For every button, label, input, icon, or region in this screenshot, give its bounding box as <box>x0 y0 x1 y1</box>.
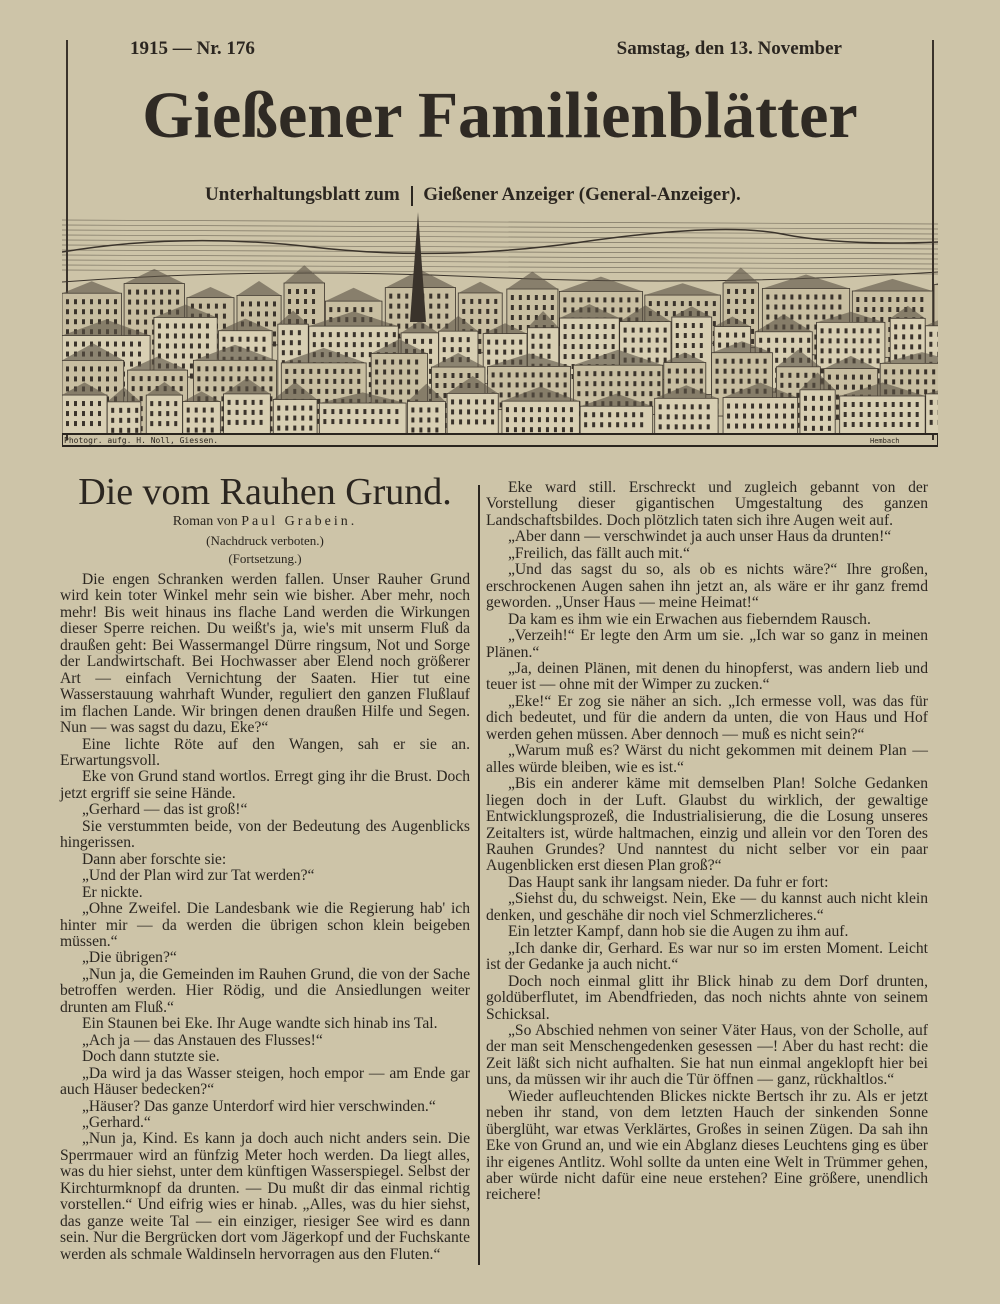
paragraph: Ein Staunen bei Eke. Ihr Auge wandte sich hinab ins Tal. <box>82 1015 438 1033</box>
paragraph: „Nun ja, die Gemeinden im Rauhen Grund, die von der Sache betroffen werden. Hier Rödig, und die Ansiedlungen weiter drunten am Fluß.“ <box>60 965 470 1016</box>
reprint-notice: (Nachdruck verboten.) <box>206 533 324 548</box>
paragraph: „Häuser? Das ganze Unterdorf wird hier verschwinden.“ <box>82 1097 436 1115</box>
paragraph: „Bis ein anderer käme mit demselben Plan! Solche Gedanken liegen doch in der Luft. Glaubst du wirklich, der gewaltige Entwicklungsprozeß, die Industrialisierung, die die Losung unseres Zeitalters ist, würde haltmachen, einzig und allein vor den Toren des Rauhen Grundes? Und nanntest du nicht selber vor ein paar Augenblicken erst diesen Plan groß?“ <box>486 775 928 875</box>
paragraph: „Nun ja, Kind. Es kann ja doch auch nicht anders sein. Die Sperrmauer wird an fünfzig Meter hoch werden. Da liegt alles, was du hier siehst, unter dem künftigen Wasserspiegel. Selbst der Kirchturmknopf da drunten. — Du mußt dir das einmal richtig vorstellen.“ Und eifrig wies er hinab. „Alles, was du hier siehst, das ganze weite Tal — ein einziger, riesiger See wird es dann sein. Nur die Bergrücken dort vom Jägerkopf und der Fuchskante werden als schmale Waldinseln hervorragen aus den Fluten.“ <box>60 1130 470 1263</box>
subtitle-divider <box>411 186 413 206</box>
paragraph: „Freilich, das fällt auch mit.“ <box>508 544 690 562</box>
paragraph: Eke von Grund stand wortlos. Erregt ging ihr die Brust. Doch jetzt ergriff sie seine Hände. <box>60 768 470 802</box>
paragraph: „Gerhard.“ <box>82 1113 151 1131</box>
paragraph: „Ohne Zweifel. Die Landesbank wie die Regierung hab' ich hinter mir — da werden die übrigen schon klein beigeben müssen.“ <box>60 900 470 950</box>
masthead-subtitle <box>205 184 741 206</box>
paragraph: „Warum muß es? Wärst du nicht gekommen mit deinem Plan — alles würde bleiben, wie es ist.“ <box>486 742 928 776</box>
paragraph: Doch dann stutzte sie. <box>82 1048 220 1066</box>
sky-hatching <box>62 220 938 274</box>
paragraph: „Eke!“ Er zog sie näher an sich. „Ich ermesse voll, was das für dich bedeutet, und für die andern da unten, die von Haus und Hof werden gehen müssen. Aber dennoch — muß es nicht sein?“ <box>486 692 928 743</box>
photo-credit: Photogr. aufg. H. Noll, Giessen. <box>64 436 219 445</box>
paragraph: „So Abschied nehmen von seiner Väter Haus, von der Scholle, auf der man seit Menschengedenken gesessen —! Aber du hast recht: die Zeit läßt sich nicht aufhalten. Sie hat nun einmal angeklopft hier bei uns, da müssen wir ihr auch die Tür öffnen — ganz, rückhaltlos.“ <box>486 1021 928 1089</box>
paragraph: „Gerhard — das ist groß!“ <box>82 801 248 819</box>
paragraph: „Ach ja — das Anstauen des Flusses!“ <box>82 1031 323 1049</box>
paragraph: „Ja, deinen Plänen, mit denen du hinopferst, was andern lieb und teuer ist — ohne mit der Wimper zu zucken.“ <box>486 659 928 694</box>
artist-signature: Hembach <box>870 437 900 445</box>
paragraph: Eine lichte Röte auf den Wangen, sah er sie an. Erwartungsvoll. <box>60 735 470 769</box>
paragraph: „Da wird ja das Wasser steigen, hoch empor — am Ende gar auch Häuser bedecken?“ <box>60 1064 470 1099</box>
story-byline <box>60 514 470 530</box>
paragraph: Da kam es ihm wie ein Erwachen aus fieberndem Rausch. <box>508 610 871 628</box>
byline-prefix: Roman von <box>172 514 238 529</box>
paragraph: Sie verstummten beide, von der Bedeutung des Augenblicks hingerissen. <box>60 817 470 852</box>
paragraph: Wieder aufleuchtenden Blickes nickte Bertsch ihr zu. Als er jetzt neben ihr stand, von dem letzten Hauch der sinkenden Sonne überglüht, war etwas Verklärtes, Großes in seinen Zügen. Da sah ihn Eke von Grund an, und wie ein Abglanz dieses Leuchtens ging es über ihr eigenes Antlitz. Wohl sollte da unten eine Welt in Trümmer gehen, aber würde nicht dafür eine neue erstehen? Eine größere, unendlich reichere! <box>486 1087 928 1204</box>
paragraph: Die engen Schranken werden fallen. Unser Rauher Grund wird kein toter Winkel mehr sein wie bisher. Aber mehr, noch mehr! Bis weit hinaus ins flache Land werden die Wirkungen dieser Sperre reichen. Du weißt's ja, wie's mit unserm Fluß da draußen geht: Bei Wassermangel Dürre ringsum, Not und Sorge der Landwirtschaft. Bei Hochwasser aber Elend noch größerer Art — einfach Vernichtung der Saaten. Hier tut eine Wasserstauung wahrhaft Wunder, reguliert den ganzen Flußlauf im flachen Lande. Wir bringen denen draußen Hilfe und Segen. Nun — was sagst du dazu, Eke?“ <box>60 571 470 737</box>
paragraph: „Ich danke dir, Gerhard. Es war nur so im ersten Moment. Leicht ist der Gedanke ja auch nicht.“ <box>486 939 928 974</box>
paragraph: Ein letzter Kampf, dann hob sie die Augen zu ihm auf. <box>508 923 849 941</box>
paragraph: Doch noch einmal glitt ihr Blick hinab zu dem Dorf drunten, goldüberflutet, im Abendfrieden, das noch nichts ahnte von seinem Schicksal. <box>486 972 928 1023</box>
continuation-notice: (Fortsetzung.) <box>228 551 302 566</box>
story-title: Die vom Rauhen Grund. <box>78 471 452 513</box>
author-name: Paul Grabein. <box>241 514 358 529</box>
paragraph: Das Haupt sank ihr langsam nieder. Da fuhr er fort: <box>508 873 829 891</box>
issue-number: 1915 — Nr. 176 <box>130 38 255 59</box>
text-column-right <box>486 480 928 1204</box>
paragraph: Eke ward still. Erschreckt und zugleich gebannt von der Vorstellung dieser gigantischen Umgestaltung des ganzen Landschaftsbildes. Doch plötzlich taten sich ihre Augen weit auf. <box>486 479 928 529</box>
paragraph: „Verzeih!“ Er legte den Arm um sie. „Ich war so ganz in meinen Plänen.“ <box>486 627 928 661</box>
paragraph: „Und der Plan wird zur Tat werden?“ <box>82 867 315 885</box>
paragraph: Dann aber forschte sie: <box>82 850 227 868</box>
subtitle-right: Gießener Anzeiger (General-Anzeiger). <box>423 184 741 205</box>
paragraph: „Aber dann — verschwindet ja auch unser Haus da drunten!“ <box>508 528 892 546</box>
paragraph: „Die übrigen?“ <box>82 949 177 967</box>
column-divider <box>478 485 480 1265</box>
town-panorama-illustration <box>62 212 938 447</box>
paragraph: Er nickte. <box>82 883 143 901</box>
subtitle-left: Unterhaltungsblatt zum <box>205 184 400 205</box>
issue-date: Samstag, den 13. November <box>616 38 842 59</box>
text-column-left <box>60 572 470 1263</box>
paragraph: „Und das sagst du so, als ob es nichts wäre?“ Ihre großen, erschrockenen Augen sahen ihn jetzt an, als wäre er ihr ganz fremd geworden. „Unser Haus — meine Heimat!“ <box>486 561 928 612</box>
paragraph: „Siehst du, du schweigst. Nein, Eke — du kannst auch nicht klein denken, und geschähe dir noch viel Schmerzlicheres.“ <box>486 890 928 924</box>
masthead-title: Gießener Familienblätter <box>142 79 858 152</box>
